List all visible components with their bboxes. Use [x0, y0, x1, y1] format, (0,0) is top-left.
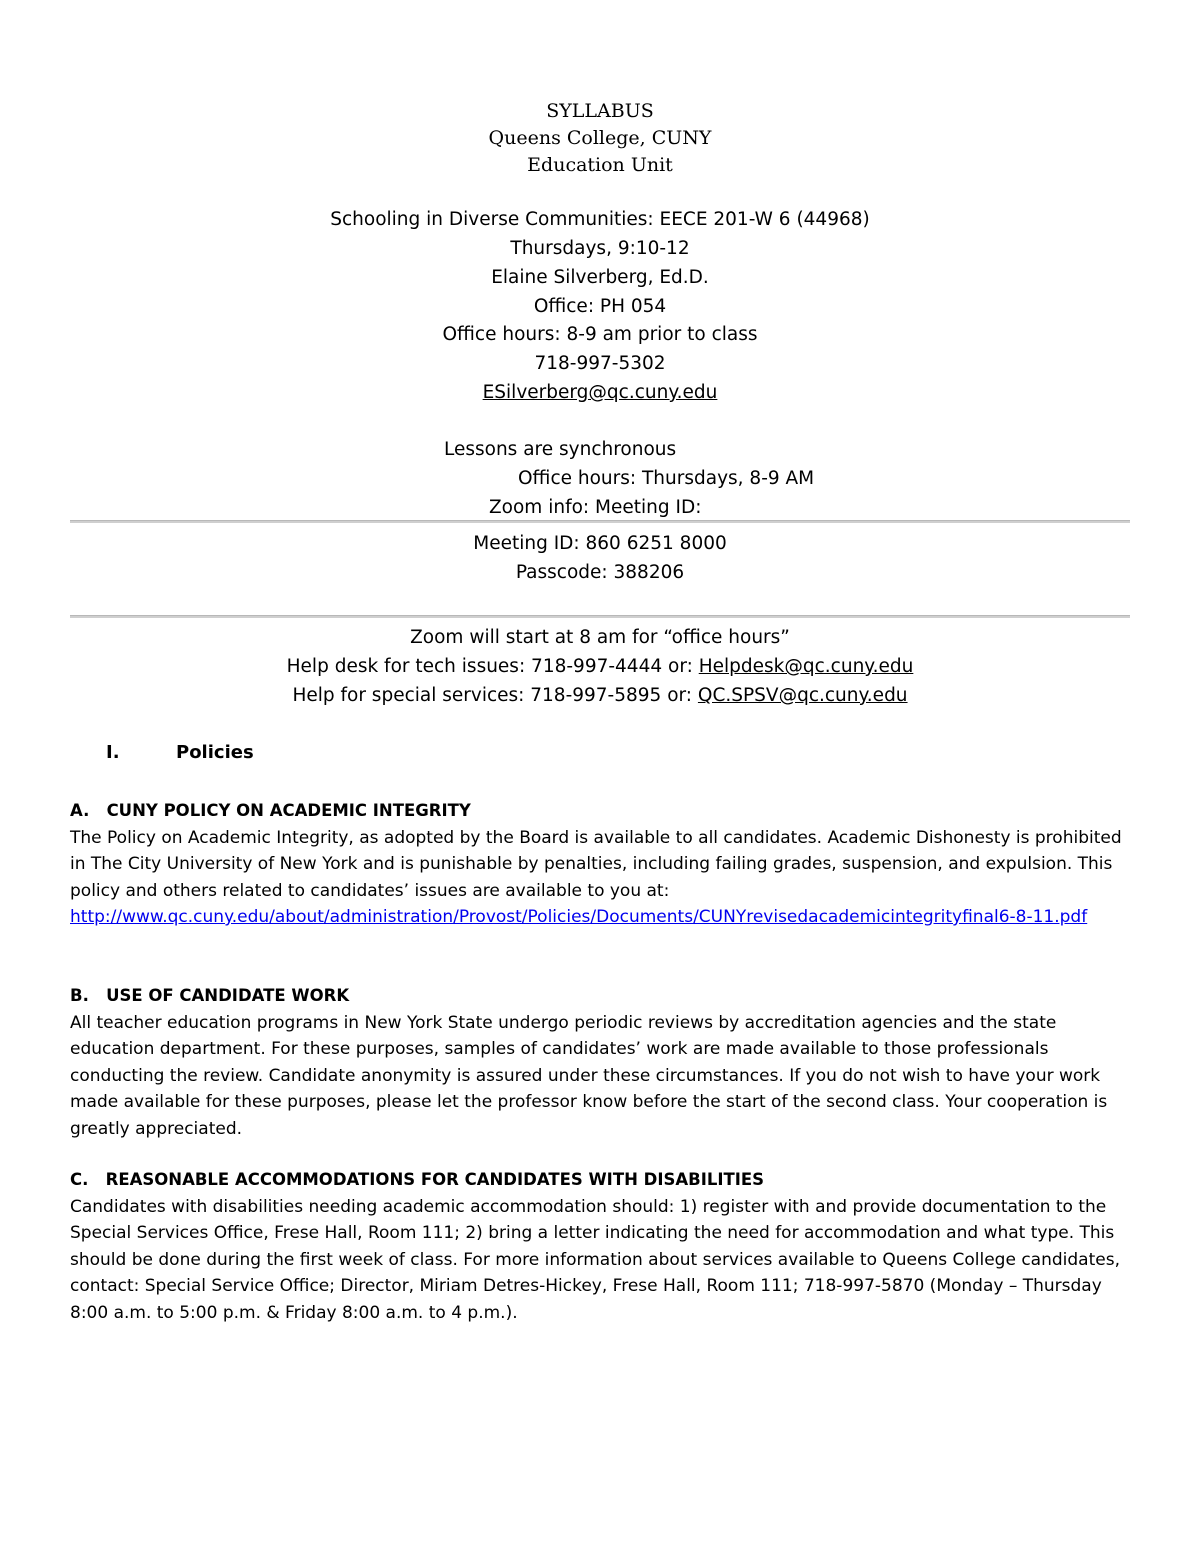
office-location: Office: PH 054	[533, 296, 667, 317]
policy-b-heading: B. USE OF CANDIDATE WORK	[70, 986, 350, 1005]
special-services-label: Help for special services: 718-997-5895 or:	[292, 685, 698, 706]
instructor-email-link[interactable]: ESilverberg@qc.cuny.edu	[482, 382, 718, 403]
divider	[70, 615, 1130, 618]
helpdesk-line	[0, 656, 1200, 677]
institution-name: Queens College, CUNY	[488, 127, 712, 149]
policy-a-heading: A. CUNY POLICY ON ACADEMIC INTEGRITY	[70, 801, 471, 820]
course-name: Schooling in Diverse Communities: EECE 201-W 6 (44968)	[330, 209, 870, 230]
document-title: SYLLABUS	[546, 100, 654, 122]
instructor-name: Elaine Silverberg, Ed.D.	[491, 267, 709, 288]
section-title: Policies	[176, 742, 254, 763]
unit-name: Education Unit	[527, 154, 673, 176]
zoom-info: Zoom info: Meeting ID:	[489, 497, 702, 518]
course-schedule: Thursdays, 9:10-12	[510, 238, 690, 259]
policy-c-heading: C. REASONABLE ACCOMMODATIONS FOR CANDIDATES WITH DISABILITIES	[70, 1170, 765, 1189]
lessons-note: Lessons are synchronous	[444, 439, 677, 460]
section-number: I.	[106, 742, 120, 763]
policy-a	[70, 798, 1140, 931]
policy-b-text: All teacher education programs in New York State undergo periodic reviews by accreditation agencies and the state education department. For these purposes, samples of candidates’ work are made available to those professionals conducting the review. Candidate anonymity is assured under these circumstances. If you do not wish to have your work made available for these purposes, please let the professor know before the start of the second class. Your cooperation is greatly appreciated.	[70, 1012, 1108, 1139]
passcode: Passcode: 388206	[515, 562, 685, 583]
policy-c	[70, 1167, 1140, 1326]
policy-a-text: The Policy on Academic Integrity, as adopted by the Board is available to all candidates. Academic Dishonesty is prohibited in The City University of New York and is punishable by penalties, including failing grades, suspension, and expulsion. This policy and others related to candidates’ issues are available to you at:	[70, 827, 1122, 901]
meeting-id: Meeting ID: 860 6251 8000	[473, 533, 727, 554]
office-hours: Office hours: 8-9 am prior to class	[442, 324, 758, 345]
section-heading	[106, 742, 254, 763]
special-services-line	[0, 685, 1200, 706]
zoom-start-note: Zoom will start at 8 am for “office hours”	[410, 627, 790, 648]
phone-number: 718-997-5302	[534, 353, 666, 374]
email-line	[0, 382, 1200, 403]
policy-c-text: Candidates with disabilities needing academic accommodation should: 1) register with and provide documentation to the Special Services Office, Frese Hall, Room 111; 2) bring a letter indicating the need for accommodation and what type. This should be done during the first week of class. For more information about services available to Queens College candidates, contact: Special Service Office; Director, Miriam Detres-Hickey, Frese Hall, Room 111; 718-997-5870 (Monday – Thursday 8:00 a.m. to 5:00 p.m. & Friday 8:00 a.m. to 4 p.m.).	[70, 1196, 1120, 1323]
helpdesk-email-link[interactable]: Helpdesk@qc.cuny.edu	[698, 656, 914, 677]
policy-a-link[interactable]: http://www.qc.cuny.edu/about/administration/Provost/Policies/Documents/CUNYrevisedacademicintegrityfinal6-8-11.pdf	[70, 907, 1088, 927]
zoom-office-hours: Office hours: Thursdays, 8-9 AM	[518, 468, 815, 489]
policy-b	[70, 983, 1140, 1142]
special-services-email-link[interactable]: QC.SPSV@qc.cuny.edu	[697, 685, 908, 706]
helpdesk-label: Help desk for tech issues: 718-997-4444 or:	[286, 656, 699, 677]
divider	[70, 520, 1130, 523]
